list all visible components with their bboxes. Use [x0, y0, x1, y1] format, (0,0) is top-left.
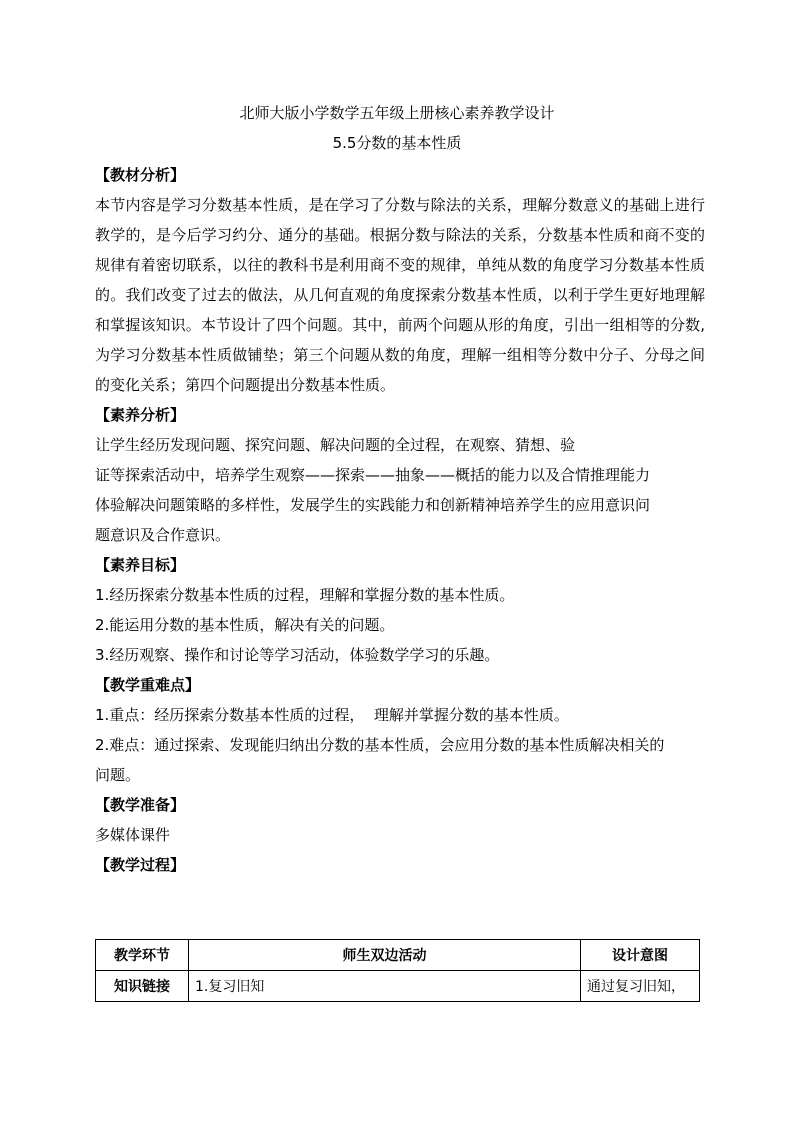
- document-subtitle: 5.5分数的基本性质: [332, 134, 462, 152]
- goal-item: 1.经历探索分数基本性质的过程，理解和掌握分数的基本性质。: [95, 586, 515, 604]
- literacy-analysis-line: 证等探索活动中，培养学生观察——探索——抽象——概括的能力以及合情推理能力: [95, 466, 651, 484]
- literacy-analysis-line: 题意识及合作意识。: [95, 526, 231, 544]
- key-point-item: 1.重点：经历探索分数基本性质的过程， 理解并掌握分数的基本性质。: [95, 706, 569, 724]
- literacy-analysis-line: 让学生经历发现问题、探究问题、解决问题的全过程，在观察、猜想、验: [95, 436, 576, 454]
- table-cell-stage: 知识链接: [96, 971, 189, 1002]
- difficulty-item-line: 问题。: [95, 766, 141, 784]
- teaching-process-table: [95, 939, 700, 1002]
- document-title: 北师大版小学数学五年级上册核心素养教学设计: [239, 104, 555, 122]
- document-body: [95, 160, 705, 880]
- goal-item: 2.能运用分数的基本性质，解决有关的问题。: [95, 616, 395, 634]
- textbook-analysis-paragraph: 本节内容是学习分数基本性质，是在学习了分数与除法的关系，理解分数意义的基础上进行教学的，是今后学习约分、通分的基础。根据分数与除法的关系，分数基本性质和商不变的规律有着密切联系，以往的教科书是利用商不变的规律，单纯从数的角度学习分数基本性质的。我们改变了过去的做法，从几何直观的角度探索分数基本性质，以利于学生更好地理解和掌握该知识。本节设计了四个问题。其中，前两个问题从形的角度，引出一组相等的分数,为学习分数基本性质做铺垫；第三个问题从数的角度，理解一组相等分数中分子、分母之间的变化关系；第四个问题提出分数基本性质。: [95, 196, 705, 394]
- preparation-text: 多媒体课件: [95, 826, 171, 844]
- difficulty-item-line: 2.难点：通过探索、发现能归纳出分数的基本性质，会应用分数的基本性质解决相关的: [95, 736, 665, 754]
- table-header-cell: 设计意图: [581, 940, 700, 971]
- table-cell-intent: 通过复习旧知，: [581, 971, 700, 1002]
- section-heading-textbook-analysis: 【教材分析】: [95, 166, 186, 184]
- table-header-cell: 师生双边活动: [189, 940, 581, 971]
- goal-item: 3.经历观察、操作和讨论等学习活动，体验数学学习的乐趣。: [95, 646, 500, 664]
- section-heading-preparation: 【教学准备】: [95, 796, 186, 814]
- section-heading-literacy-goals: 【素养目标】: [95, 556, 186, 574]
- table-header-row: [96, 940, 700, 971]
- section-heading-key-points: 【教学重难点】: [95, 676, 201, 694]
- literacy-analysis-line: 体验解决问题策略的多样性，发展学生的实践能力和创新精神培养学生的应用意识问: [95, 496, 651, 514]
- table-row: [96, 971, 700, 1002]
- section-heading-literacy-analysis: 【素养分析】: [95, 406, 186, 424]
- table-header-cell: 教学环节: [96, 940, 189, 971]
- table-cell-activity: 1.复习旧知: [189, 971, 581, 1002]
- section-heading-process: 【教学过程】: [95, 856, 186, 874]
